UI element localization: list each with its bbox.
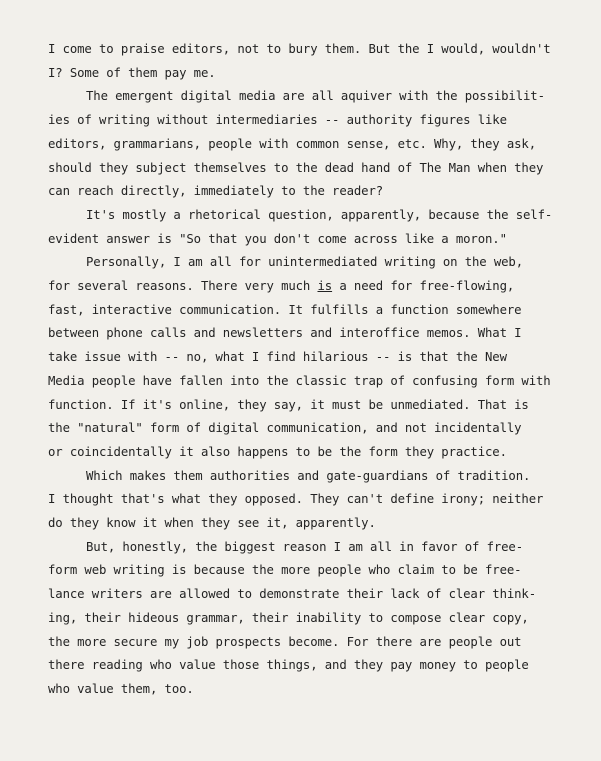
text-line: Personally, I am all for unintermediated writing on the web, [86,255,524,270]
text-line: lance writers are allowed to demonstrate their lack of clear think- [48,587,536,602]
text-line: there reading who value those things, and they pay money to people [48,658,529,673]
paragraph-3 [48,204,571,251]
text-line: editors, grammarians, people with common sense, etc. Why, they ask, [48,136,536,151]
text-line: the more secure my job prospects become. For there are people out [48,634,522,649]
text-line: or coincidentally it also happens to be the form they practice. [48,444,507,459]
paragraph-2 [48,85,571,204]
text-line: should they subject themselves to the dead hand of The Man when they [48,160,544,175]
paragraph-1 [48,38,571,85]
text-line: ing, their hideous grammar, their inability to compose clear copy, [48,610,529,625]
text-line: function. If it's online, they say, it must be unmediated. That is [48,397,529,412]
paragraph-4 [48,251,571,464]
text-segment: a need for free-flowing, [332,279,515,294]
text-line: can reach directly, immediately to the reader? [48,184,384,199]
text-line: fast, interactive communication. It fulfills a function somewhere [48,302,522,317]
text-line: Media people have fallen into the classic trap of confusing form with [48,373,551,388]
text-segment: for several reasons. There very much [48,279,311,294]
paragraph-5 [48,465,571,536]
text-line: between phone calls and newsletters and interoffice memos. What I [48,326,522,341]
text-line: I come to praise editors, not to bury them. But the I would, wouldn't [48,42,551,56]
text-line: I? Some of them pay me. [48,65,216,80]
text-line: take issue with -- no, what I find hilarious -- is that the New [48,350,507,365]
text-line: who value them, too. [48,681,194,696]
text-line: the "natural" form of digital communication, and not incidentally [48,421,522,436]
text-line: ies of writing without intermediaries -- authority figures like [48,113,507,128]
text-line: But, honestly, the biggest reason I am all in favor of free- [86,539,524,554]
text-line: Which makes them authorities and gate-guardians of tradition. [86,468,531,483]
underlined-word: is [317,279,333,294]
text-line: The emergent digital media are all aquiver with the possibilit- [86,89,545,104]
text-line: form web writing is because the more people who claim to be free- [48,563,522,578]
text-line: do they know it when they see it, apparently. [48,516,376,531]
text-line: It's mostly a rhetorical question, apparently, because the self- [86,207,553,222]
paragraph-6 [48,536,571,702]
text-line: I thought that's what they opposed. They can't define irony; neither [48,492,544,507]
text-line [48,275,571,299]
text-line: evident answer is "So that you don't come across like a moron." [48,231,507,246]
